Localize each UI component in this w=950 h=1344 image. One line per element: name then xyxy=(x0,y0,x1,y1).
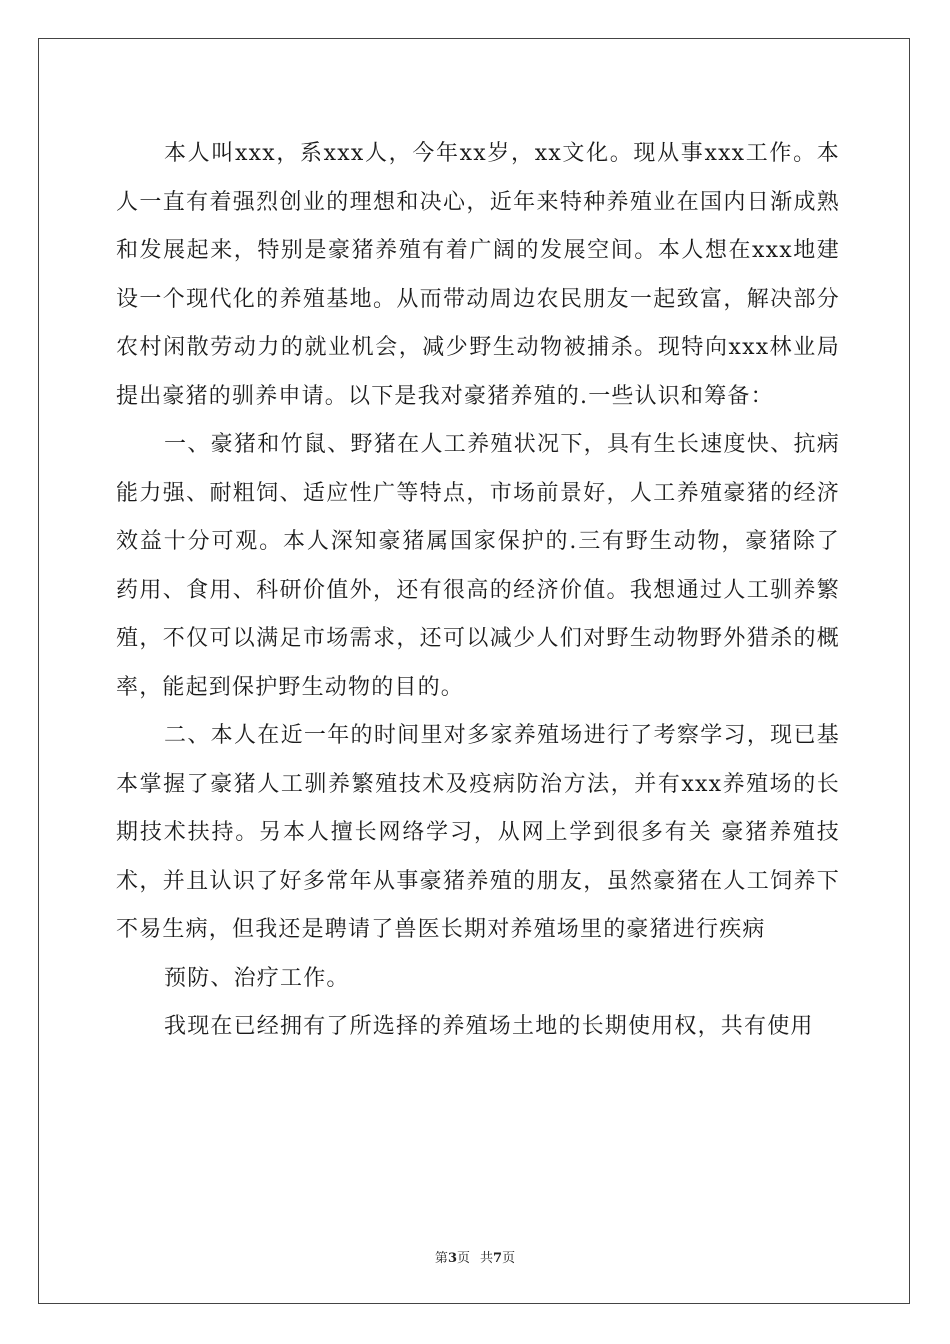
paragraph-land-use: 我现在已经拥有了所选择的养殖场土地的长期使用权，共有使用 xyxy=(164,1014,814,1039)
page-total: 7 xyxy=(493,1251,503,1266)
paragraph-prevention: 预防、治疗工作。 xyxy=(164,965,350,991)
paragraph-point-two: 二、本人在近一年的时间里对多家养殖场进行了考察学习，现已基本掌握了豪猪人工驯养繁殖技术及疫病防治方法，并有xxx养殖场的长期技术扶持。另本人擅长网络学习，从网上学到很多有关 豪猪养殖技术，并且认识了好多常年从事豪猪养殖的朋友，虽然豪猪在人工饲养下不易生病，但我还是聘请了兽医长期对养殖场里的豪猪进行疾病 xyxy=(116,723,840,942)
document-body xyxy=(116,130,840,1052)
page-prefix: 第 xyxy=(434,1251,448,1266)
page-current: 3 xyxy=(447,1251,457,1266)
total-unit: 页 xyxy=(502,1251,516,1266)
total-prefix: 共 xyxy=(480,1251,494,1266)
paragraph-point-one: 一、豪猪和竹鼠、野猪在人工养殖状况下，具有生长速度快、抗病能力强、耐粗饲、适应性广等特点，市场前景好，人工养殖豪猪的经济效益十分可观。本人深知豪猪属国家保护的.三有野生动物，豪猪除了药用、食用、科研价值外，还有很高的经济价值。我想通过人工驯养繁殖，不仅可以满足市场需求，还可以减少人们对野生动物野外猎杀的概率，能起到保护野生动物的目的。 xyxy=(116,432,840,700)
page-unit: 页 xyxy=(456,1251,470,1266)
paragraph-intro: 本人叫xxx，系xxx人，今年xx岁，xx文化。现从事xxx工作。本人一直有着强烈创业的理想和决心，近年来特种养殖业在国内日渐成熟和发展起来，特别是豪猪养殖有着广阔的发展空间。本人想在xxx地建设一个现代化的养殖基地。从而带动周边农民朋友一起致富，解决部分农村闲散劳动力的就业机会，减少野生动物被捕杀。现特向xxx林业局提出豪猪的驯养申请。以下是我对豪猪养殖的.一些认识和筹备： xyxy=(116,141,840,409)
page-footer xyxy=(0,1247,950,1266)
